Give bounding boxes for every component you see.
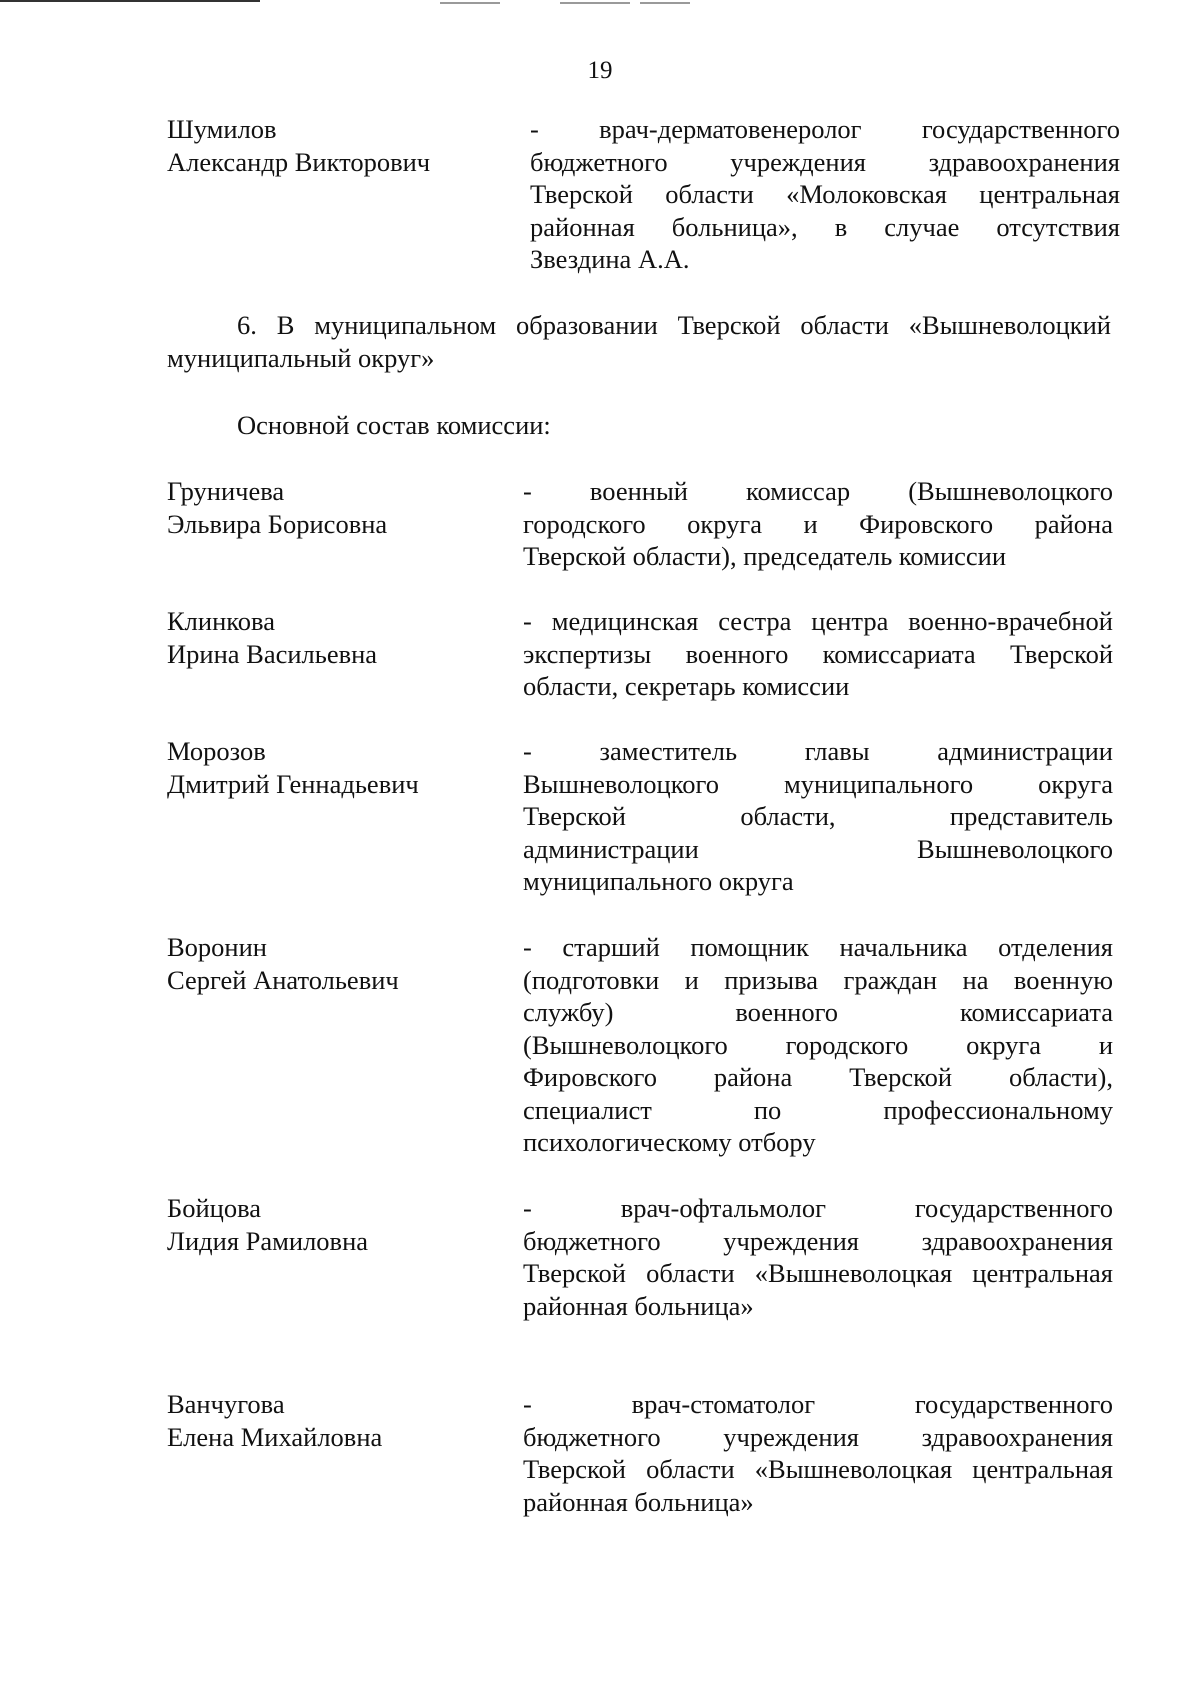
member-role — [530, 113, 1120, 276]
member-name — [167, 735, 487, 800]
role-line: экспертизы военного комиссариата Тверской — [523, 638, 1113, 669]
role-line: психологическому отбору — [523, 1127, 816, 1157]
member-surname: Клинкова — [167, 606, 275, 636]
role-line: Тверской области), председатель комиссии — [523, 541, 1007, 571]
section-heading-line: муниципальный округ» — [167, 342, 435, 373]
role-line: бюджетного учреждения здравоохранения — [523, 1225, 1113, 1256]
role-line: районная больница» — [523, 1290, 754, 1321]
scan-artifact — [560, 2, 630, 4]
member-given-names: Лидия Рамиловна — [167, 1225, 369, 1256]
role-line: Фировского района Тверской области), — [523, 1062, 1113, 1092]
role-line: специалист по профессиональному — [523, 1094, 1113, 1125]
role-line: - врач-дерматовенеролог государственного — [530, 114, 1120, 144]
member-name — [167, 605, 487, 670]
member-given-names: Александр Викторович — [167, 146, 431, 177]
page-number: 19 — [587, 57, 613, 84]
member-name — [167, 931, 487, 996]
member-role — [523, 735, 1113, 898]
member-name — [167, 1192, 487, 1257]
role-line: Тверской области, представитель — [523, 801, 1113, 831]
section-heading-line: 6. В муниципальном образовании Тверской области «Вышневолоцкий — [237, 310, 1111, 340]
role-line: бюджетного учреждения здравоохранения — [523, 1421, 1113, 1452]
role-line: городского округа и Фировского района — [523, 508, 1113, 539]
member-role — [523, 931, 1113, 1159]
role-line: службу) военного комиссариата — [523, 997, 1113, 1027]
member-given-names: Елена Михайловна — [167, 1421, 383, 1452]
role-line: - медицинская сестра центра военно-врачебной — [523, 606, 1113, 636]
role-line: бюджетного учреждения здравоохранения — [530, 146, 1120, 177]
role-line: - старший помощник начальника отделения — [523, 932, 1113, 962]
member-name — [167, 475, 487, 540]
scan-artifact — [640, 2, 690, 4]
member-given-names: Ирина Васильевна — [167, 638, 378, 669]
role-line: - заместитель главы администрации — [523, 736, 1113, 766]
role-line: районная больница» — [523, 1486, 754, 1517]
member-surname: Морозов — [167, 736, 266, 766]
role-line: Вышневолоцкого муниципального округа — [523, 768, 1113, 799]
member-given-names: Сергей Анатольевич — [167, 964, 399, 995]
member-surname: Воронин — [167, 932, 267, 962]
member-surname: Шумилов — [167, 114, 277, 144]
member-name — [167, 113, 487, 178]
member-role — [523, 1388, 1113, 1518]
member-surname: Груничева — [167, 476, 285, 506]
role-line: Тверской области «Вышневолоцкая центральная — [523, 1258, 1113, 1288]
role-line: муниципального округа — [523, 866, 794, 896]
member-given-names: Эльвира Борисовна — [167, 508, 388, 539]
member-role — [523, 475, 1113, 573]
member-name — [167, 1388, 487, 1453]
role-line: области, секретарь комиссии — [523, 671, 850, 701]
section-heading — [167, 309, 1111, 374]
role-line: (Вышневолоцкого городского округа и — [523, 1029, 1113, 1060]
role-line: Тверской области «Вышневолоцкая центральная — [523, 1454, 1113, 1484]
member-surname: Ванчугова — [167, 1389, 285, 1419]
scan-edge-line — [0, 0, 260, 2]
role-line: районная больница», в случае отсутствия — [530, 211, 1120, 242]
role-line: (подготовки и призыва граждан на военную — [523, 964, 1113, 995]
member-role — [523, 605, 1113, 703]
role-line: Тверской области «Молоковская центральная — [530, 179, 1120, 209]
section-subheading: Основной состав комиссии: — [237, 410, 551, 440]
role-line: - врач-стоматолог государственного — [523, 1389, 1113, 1419]
member-role — [523, 1192, 1113, 1322]
role-line: - врач-офтальмолог государственного — [523, 1193, 1113, 1223]
scan-artifact — [440, 2, 500, 4]
role-line: администрации Вышневолоцкого — [523, 833, 1113, 864]
role-line: Звездина А.А. — [530, 244, 690, 274]
member-given-names: Дмитрий Геннадьевич — [167, 768, 419, 799]
member-surname: Бойцова — [167, 1193, 262, 1223]
role-line: - военный комиссар (Вышневолоцкого — [523, 476, 1113, 506]
